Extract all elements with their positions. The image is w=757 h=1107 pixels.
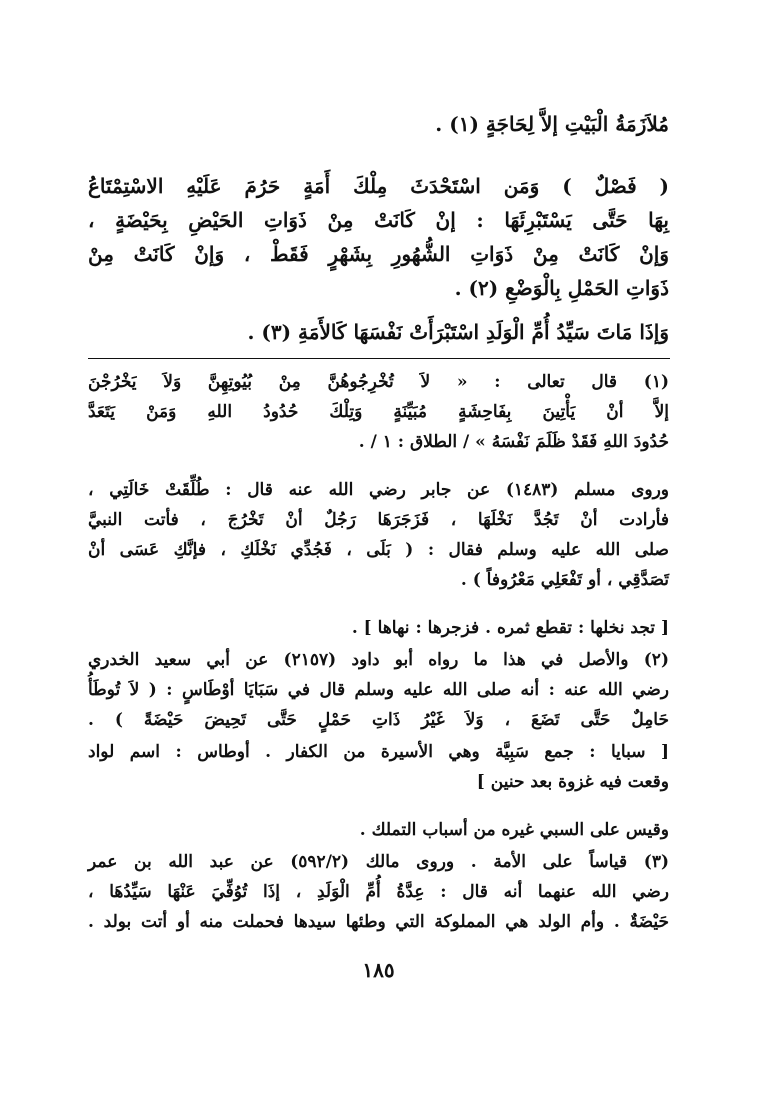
footnote-line: [ سبايا : جمع سَبِيَّة وهي الأسيرة من الكفار . أوطاس : اسم لواد [88, 742, 669, 762]
main-text-line: وَإذَا مَاتَ سَيِّدُ أُمِّ الْوَلَدِ اسْتَبْرَأَتْ نَفْسَهَا كَالأَمَةِ (٣) . [247, 320, 669, 344]
footnote-line: وروى مسلم (١٤٨٣) عن جابر رضي الله عنه قال : طُلِّقَتْ خَالَتِي ، [88, 480, 670, 500]
footnote-line: وقعت فيه غزوة بعد حنين ] [476, 772, 669, 792]
footnote-line: حَامِلٌ حَتَّى تَضَعَ ، وَلاَ غَيْرُ ذَاتِ حَمْلٍ حَتَّى تَحِيضَ حَيْضَةً ) . [88, 710, 669, 730]
footnote-line: فأرادت أنْ تَجُدَّ نَخْلَهَا ، فَزَجَرَهَا رَجُلٌ أنْ تَخْرُجَ ، فأتت النبيَّ [88, 510, 669, 530]
main-text-line: مُلاَزَمَةُ الْبَيْتِ إلاَّ لِحَاجَةٍ (١) . [435, 112, 669, 136]
footnote-line: (٢) والأصل في هذا ما رواه أبو داود (٢١٥٧) عن أبي سعيد الخدري [88, 650, 669, 670]
footnote-line: رضي الله عنهما أنه قال : عِدَّةُ أُمِّ الْوَلَدِ ، إذَا تُوُفِّيَ عَنْهَا سَيِّدُهَا ، [88, 882, 669, 902]
footnote-line: (٣) قياساً على الأمة . وروى مالك (٥٩٢/٢) عن عبد الله بن عمر [88, 852, 669, 872]
footnote-line: إلاَّ أنْ يَأْتِينَ بِفَاحِشَةٍ مُبَيِّنَةٍ وَتِلْكَ حُدُودُ اللهِ وَمَنْ يَتَعَدَّ [88, 402, 669, 422]
footnote-line: صلى الله عليه وسلم فقال : ( بَلَى ، فَجُدِّي نَخْلَكِ ، فإنَّكِ عَسَى أنْ [88, 540, 669, 560]
footnote-line: [ تجد نخلها : تقطع ثمره . فزجرها : نهاها ] . [351, 618, 669, 638]
footnote-line: رضي الله عنه : أنه صلى الله عليه وسلم قال في سَبَايَا أوْطَاسٍ : ( لاَ تُوطَأُ [88, 680, 669, 700]
footnote-line: حُدُودَ اللهِ فَقَدْ ظَلَمَ نَفْسَهُ » / الطلاق : ١ / . [358, 432, 669, 452]
footnote-line: تَصَدَّقِي ، أو تَفْعَلِي مَعْرُوفاً ) . [460, 570, 669, 590]
footnote-line: (١) قال تعالى : « لاَ تُخْرِجُوهُنَّ مِنْ بُيُوتِهِنَّ وَلاَ يَخْرُجْنَ [88, 372, 669, 392]
main-text-line: وَإنْ كَانَتْ مِنْ ذَوَاتِ الشُّهُورِ بِشَهْرٍ فَقَطْ ، وَإنْ كَانَتْ مِنْ [88, 242, 669, 266]
footnote-divider [88, 358, 670, 359]
page-number: ١٨٥ [362, 958, 395, 982]
footnote-line: وقيس على السبي غيره من أسباب التملك . [359, 820, 669, 840]
main-text-line: ذَوَاتِ الحَمْلِ بِالْوَضْعِ (٢) . [454, 276, 669, 300]
main-text-line: ( فَصْلٌ ) وَمَن اسْتَحْدَثَ مِلْكَ أَمَةٍ حَرُمَ عَلَيْهِ الاسْتِمْتَاعُ [88, 174, 669, 198]
main-text-line: بِهَا حَتَّى يَسْتَبْرِئَهَا : إنْ كَانَتْ مِنْ ذَوَاتِ الحَيْضِ بِحَيْضَةٍ ، [88, 208, 669, 232]
footnote-line: حَيْضَةٌ . وأم الولد هي المملوكة التي وطئها سيدها فحملت منه أو أتت بولد . [88, 912, 669, 932]
